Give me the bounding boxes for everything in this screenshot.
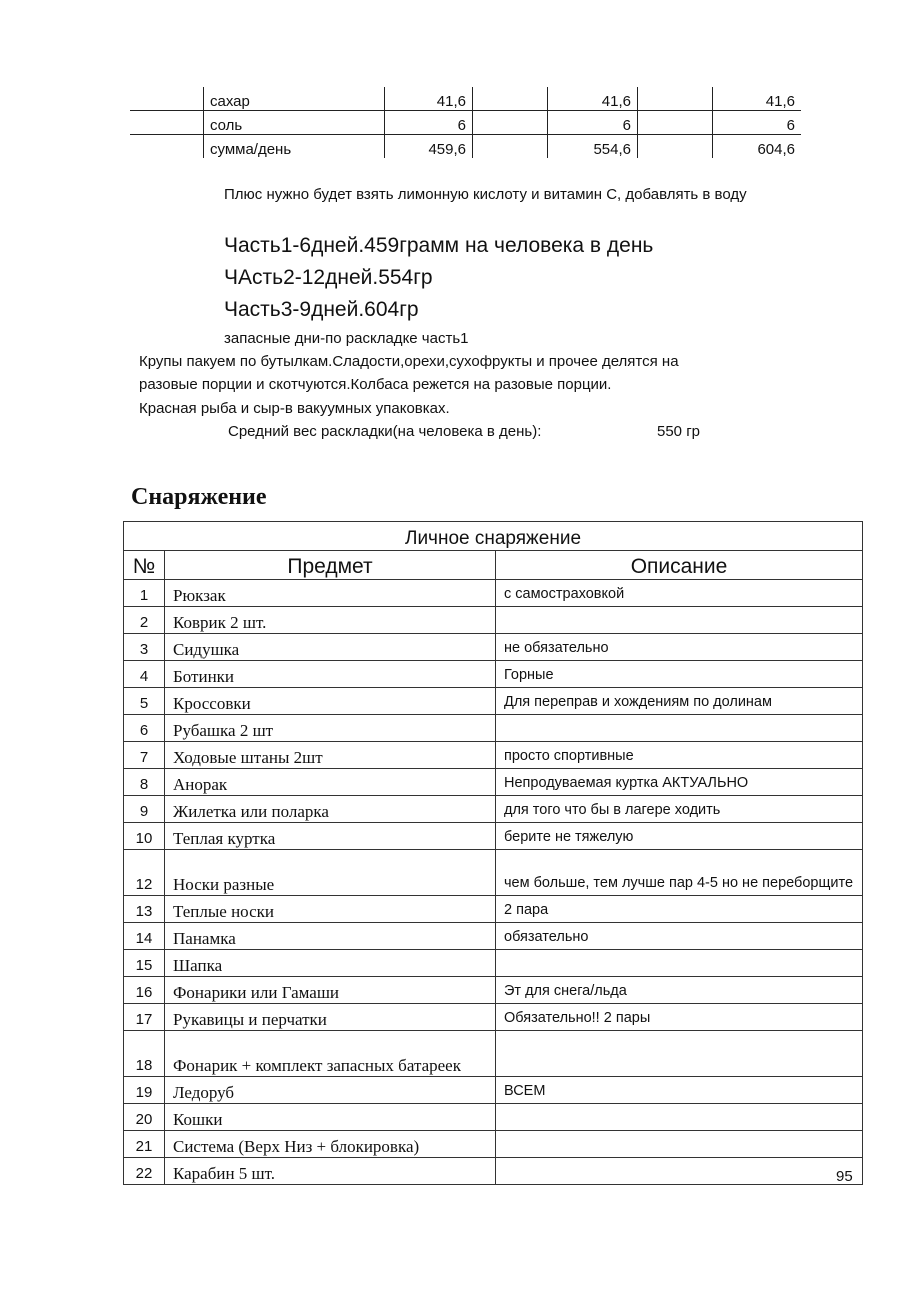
- row-number: 8: [124, 769, 165, 796]
- row-number: 10: [124, 823, 165, 850]
- col-header-desc: Описание: [496, 551, 863, 580]
- packing-line: Красная рыба и сыр-в вакуумных упаковках.: [139, 400, 450, 417]
- table-row: [124, 1131, 863, 1158]
- part-line: Часть3-9дней.604гр: [224, 298, 419, 321]
- table-title: Личное снаряжение: [124, 522, 863, 551]
- food-value: 604,6: [713, 135, 802, 159]
- row-number: 9: [124, 796, 165, 823]
- row-description: [496, 1104, 863, 1131]
- part-line: Часть1-6дней.459грамм на человека в день: [224, 234, 654, 257]
- table-row: [124, 688, 863, 715]
- row-number: 4: [124, 661, 165, 688]
- row-item: Фонарики или Гамаши: [165, 977, 496, 1004]
- table-row: [124, 742, 863, 769]
- table-row: [124, 715, 863, 742]
- row-description: Для переправ и хождениям по долинам: [496, 688, 863, 715]
- row-number: 22: [124, 1158, 165, 1185]
- note-acid: Плюс нужно будет взять лимонную кислоту и витамин С, добавлять в воду: [224, 186, 747, 203]
- avg-weight-value: 550 гр: [657, 423, 701, 440]
- row-description: с самостраховкой: [496, 580, 863, 607]
- row-description: Непродуваемая куртка АКТУАЛЬНО: [496, 769, 863, 796]
- food-value: 41,6: [385, 87, 473, 111]
- row-item: Кошки: [165, 1104, 496, 1131]
- table-row: [124, 769, 863, 796]
- row-number: 3: [124, 634, 165, 661]
- table-row: [124, 1158, 863, 1185]
- row-item: Коврик 2 шт.: [165, 607, 496, 634]
- row-item: Карабин 5 шт.: [165, 1158, 496, 1185]
- row-number: 13: [124, 896, 165, 923]
- row-number: 19: [124, 1077, 165, 1104]
- col-header-num: №: [124, 551, 165, 580]
- table-row: [124, 923, 863, 950]
- row-item: Сидушка: [165, 634, 496, 661]
- row-number: 16: [124, 977, 165, 1004]
- table-row: [124, 950, 863, 977]
- food-value: 6: [385, 111, 473, 135]
- row-item: Ходовые штаны 2шт: [165, 742, 496, 769]
- packing-line: разовые порции и скотчуются.Колбаса режется на разовые порции.: [139, 376, 612, 393]
- row-item: Шапка: [165, 950, 496, 977]
- row-number: 6: [124, 715, 165, 742]
- table-row: [124, 977, 863, 1004]
- row-description: ВСЕМ: [496, 1077, 863, 1104]
- row-description: Эт для снега/льда: [496, 977, 863, 1004]
- row-item: Теплые носки: [165, 896, 496, 923]
- row-number: 14: [124, 923, 165, 950]
- row-item: Жилетка или поларка: [165, 796, 496, 823]
- row-description: обязательно: [496, 923, 863, 950]
- row-description: Обязательно!! 2 пары: [496, 1004, 863, 1031]
- food-name: соль: [204, 111, 385, 135]
- food-value: 6: [548, 111, 638, 135]
- section-title: Снаряжение: [131, 484, 267, 510]
- row-description: для того что бы в лагере ходить: [496, 796, 863, 823]
- food-value: 554,6: [548, 135, 638, 159]
- table-row: [124, 580, 863, 607]
- row-item: Рюкзак: [165, 580, 496, 607]
- row-item: Система (Верх Низ + блокировка): [165, 1131, 496, 1158]
- row-description: [496, 607, 863, 634]
- row-number: 20: [124, 1104, 165, 1131]
- row-number: 2: [124, 607, 165, 634]
- table-row: [124, 896, 863, 923]
- row-item: Ботинки: [165, 661, 496, 688]
- row-item: Носки разные: [165, 850, 496, 896]
- food-name: сахар: [204, 87, 385, 111]
- table-row: [124, 796, 863, 823]
- food-table: [130, 87, 801, 158]
- row-description: просто спортивные: [496, 742, 863, 769]
- row-number: 17: [124, 1004, 165, 1031]
- row-item: Ледоруб: [165, 1077, 496, 1104]
- table-row: [124, 1104, 863, 1131]
- equipment-table: [123, 521, 863, 1185]
- row-description: [496, 950, 863, 977]
- row-item: Теплая куртка: [165, 823, 496, 850]
- food-value: 41,6: [713, 87, 802, 111]
- part-line: ЧАсть2-12дней.554гр: [224, 266, 433, 289]
- row-description: [496, 715, 863, 742]
- row-number: 15: [124, 950, 165, 977]
- col-header-item: Предмет: [165, 551, 496, 580]
- table-row: [124, 634, 863, 661]
- row-description: чем больше, тем лучше пар 4-5 но не переборщите: [496, 850, 863, 896]
- row-description: [496, 1031, 863, 1077]
- row-item: Панамка: [165, 923, 496, 950]
- row-description: Горные: [496, 661, 863, 688]
- table-row: [130, 135, 801, 159]
- food-value: 6: [713, 111, 802, 135]
- table-row: [124, 823, 863, 850]
- row-description: берите не тяжелую: [496, 823, 863, 850]
- row-item: Кроссовки: [165, 688, 496, 715]
- table-header-row: [124, 551, 863, 580]
- table-row: [124, 661, 863, 688]
- page-number: 95: [836, 1168, 853, 1185]
- row-number: 7: [124, 742, 165, 769]
- avg-weight-label: Средний вес раскладки(на человека в день):: [228, 423, 542, 440]
- row-description: [496, 1158, 863, 1185]
- food-value: 459,6: [385, 135, 473, 159]
- table-row: [130, 111, 801, 135]
- row-number: 21: [124, 1131, 165, 1158]
- table-row: [130, 87, 801, 111]
- row-number: 5: [124, 688, 165, 715]
- food-name: сумма/день: [204, 135, 385, 159]
- row-number: 1: [124, 580, 165, 607]
- row-item: Анорак: [165, 769, 496, 796]
- table-row: [124, 1077, 863, 1104]
- row-description: не обязательно: [496, 634, 863, 661]
- row-item: Рукавицы и перчатки: [165, 1004, 496, 1031]
- row-item: Фонарик + комплект запасных батареек: [165, 1031, 496, 1077]
- row-description: 2 пара: [496, 896, 863, 923]
- row-number: 12: [124, 850, 165, 896]
- table-row: [124, 850, 863, 896]
- spare-days: запасные дни-по раскладке часть1: [224, 330, 469, 347]
- row-description: [496, 1131, 863, 1158]
- food-value: 41,6: [548, 87, 638, 111]
- packing-line: Крупы пакуем по бутылкам.Сладости,орехи,сухофрукты и прочее делятся на: [139, 353, 679, 370]
- table-row: [124, 1031, 863, 1077]
- row-number: 18: [124, 1031, 165, 1077]
- table-row: [124, 1004, 863, 1031]
- row-item: Рубашка 2 шт: [165, 715, 496, 742]
- table-row: [124, 607, 863, 634]
